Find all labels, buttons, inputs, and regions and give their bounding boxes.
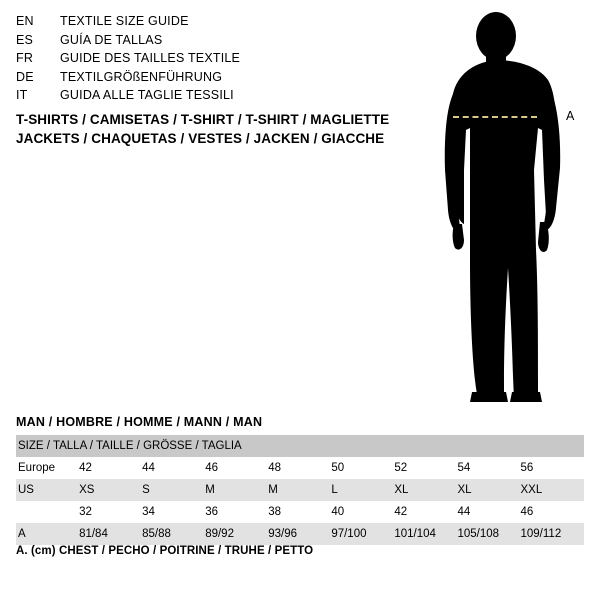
measure-label-a: A	[566, 109, 575, 123]
table-header-row	[16, 435, 584, 457]
table-cell: 101/104	[394, 523, 457, 545]
language-row	[16, 51, 376, 70]
table-cell: M	[205, 479, 268, 501]
table-cell: 44	[457, 501, 520, 523]
table-cell: XXL	[521, 479, 585, 501]
language-list	[16, 14, 376, 107]
table-cell: 105/108	[457, 523, 520, 545]
category-jackets: JACKETS / CHAQUETAS / VESTES / JACKEN / GIACCHE	[16, 131, 385, 146]
category-tshirts: T-SHIRTS / CAMISETAS / T-SHIRT / T-SHIRT / MAGLIETTE	[16, 112, 390, 127]
male-silhouette-figure	[420, 10, 590, 410]
language-text: GUÍA DE TALLAS	[60, 32, 163, 47]
table-cell: 97/100	[331, 523, 394, 545]
table-cell: 42	[79, 457, 142, 479]
table-cell: XS	[79, 479, 142, 501]
table-cell: 50	[331, 457, 394, 479]
table-cell: 52	[394, 457, 457, 479]
row-label	[16, 501, 79, 523]
row-label: US	[16, 479, 79, 501]
table-cell: 81/84	[79, 523, 142, 545]
language-text: GUIDA ALLE TAGLIE TESSILI	[60, 88, 234, 102]
table-cell: S	[142, 479, 205, 501]
table-cell: 34	[142, 501, 205, 523]
size-table-section	[16, 415, 584, 545]
language-text: TEXTILE SIZE GUIDE	[60, 14, 189, 28]
language-code: IT	[16, 88, 28, 102]
row-label: Europe	[16, 457, 79, 479]
table-row	[16, 457, 584, 479]
table-title: MAN / HOMBRE / HOMME / MANN / MAN	[16, 415, 263, 429]
table-cell: 46	[205, 457, 268, 479]
language-row	[16, 14, 376, 33]
table-cell: L	[331, 479, 394, 501]
table-cell: 109/112	[521, 523, 585, 545]
table-row	[16, 501, 584, 523]
language-text: TEXTILGRÖßENFÜHRUNG	[60, 69, 223, 84]
measure-leader-dots: · ·	[542, 110, 557, 124]
language-text: GUIDE DES TAILLES TEXTILE	[60, 51, 241, 65]
table-cell: 54	[457, 457, 520, 479]
language-code: ES	[16, 32, 34, 47]
table-row	[16, 479, 584, 501]
language-code: DE	[16, 69, 34, 84]
chest-measure-line	[453, 116, 537, 118]
language-code: FR	[16, 51, 34, 65]
table-cell: 38	[268, 501, 331, 523]
table-cell: 46	[521, 501, 585, 523]
row-label: A	[16, 523, 79, 545]
language-row	[16, 88, 376, 107]
table-cell: 36	[205, 501, 268, 523]
table-header-label: SIZE / TALLA / TAILLE / GRÖSSE / TAGLIA	[16, 435, 584, 457]
size-table	[16, 435, 584, 545]
table-cell: 44	[142, 457, 205, 479]
table-footnote: A. (cm) CHEST / PECHO / POITRINE / TRUHE / PETTO	[16, 545, 314, 557]
category-headings	[16, 110, 436, 148]
table-cell: 42	[394, 501, 457, 523]
table-cell: M	[268, 479, 331, 501]
table-cell: 85/88	[142, 523, 205, 545]
language-code: EN	[16, 14, 34, 28]
table-cell: XL	[457, 479, 520, 501]
table-cell: 40	[331, 501, 394, 523]
table-row	[16, 523, 584, 545]
language-row	[16, 70, 376, 89]
table-cell: 89/92	[205, 523, 268, 545]
table-cell: 56	[521, 457, 585, 479]
table-cell: 48	[268, 457, 331, 479]
silhouette-icon	[420, 10, 590, 410]
table-cell: 32	[79, 501, 142, 523]
table-cell: XL	[394, 479, 457, 501]
language-row	[16, 33, 376, 52]
table-cell: 93/96	[268, 523, 331, 545]
